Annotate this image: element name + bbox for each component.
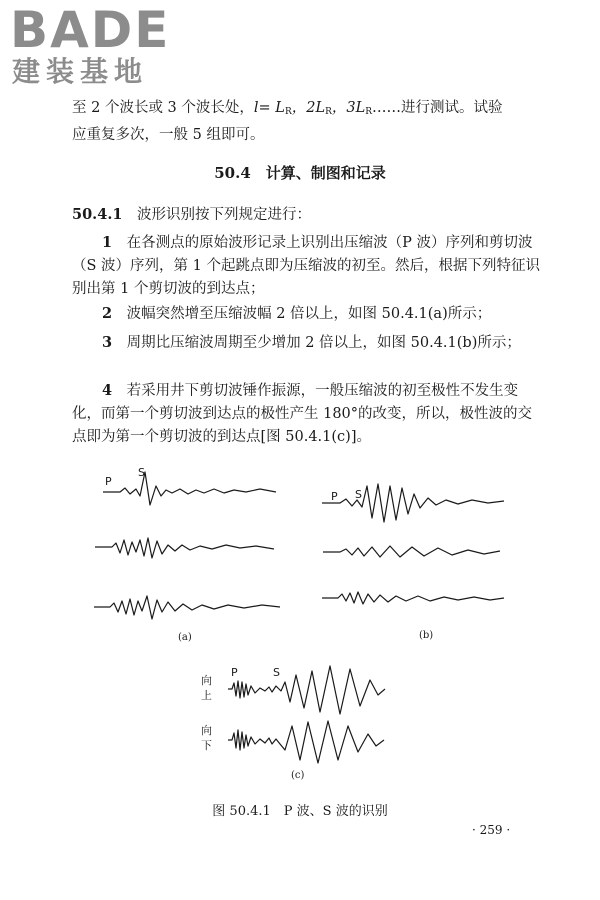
item-text: 周期比压缩波周期至少增加 2 倍以上，如图 50.4.1(b)所示； <box>126 335 521 351</box>
page-number: · 259 · <box>472 823 511 837</box>
waveform-a2 <box>95 538 274 558</box>
formula-subscript: R <box>284 107 292 117</box>
formula-2l-r: ，2L <box>291 100 326 116</box>
item-number: 2 <box>102 305 113 322</box>
up-label-1: 向 <box>201 674 212 687</box>
item-text: 若采用井下剪切波锤作振源，一般压缩波的初至极性不发生变化，而第一个剪切波到达点的极性产生 180°的改变，所以，极性波的交点即为第一个剪切波的到达点[图 50.4.1(c)]。 <box>72 383 533 445</box>
p-label-a: P <box>105 475 112 488</box>
item-number: 3 <box>102 334 113 351</box>
item-text: 在各测点的原始波形记录上识别出压缩波（P 波）序列和剪切波（S 波）序列，第 1 个起跳点即为压缩波的初至。然后，根据下列特征识别出第 1 个剪切波的到达点； <box>72 235 540 297</box>
item-text: 波幅突然增至压缩波幅 2 倍以上，如图 50.4.1(a)所示； <box>126 306 492 322</box>
clause-number: 50.4.1 <box>72 206 123 223</box>
formula-subscript: R <box>365 107 372 117</box>
p-label-b: P <box>331 490 338 503</box>
up-label-2: 上 <box>201 689 212 702</box>
item-number: 4 <box>102 382 113 399</box>
section-title: 50.4 计算、制图和记录 <box>214 164 386 182</box>
formula-l-r: L <box>275 100 285 116</box>
item-number: 1 <box>102 234 113 251</box>
waveform-a3 <box>94 596 280 619</box>
logo-wordmark: BADE <box>10 1 171 59</box>
p-label-c: P <box>231 666 238 679</box>
subfigure-c-label: (c) <box>291 770 305 781</box>
waveform-b1 <box>322 484 504 522</box>
down-label-2: 下 <box>201 739 212 752</box>
waveform-b2 <box>323 546 500 557</box>
figure-caption: 图 50.4.1 P 波、S 波的识别 <box>212 804 388 819</box>
waveform-c1 <box>228 666 385 714</box>
logo-subtitle: 建装基地 <box>12 55 149 88</box>
intro-text-line2: 应重复多次，一般 5 组即可。 <box>72 127 265 143</box>
waveform-a1 <box>103 472 276 505</box>
waveform-c2 <box>228 721 384 763</box>
formula-l: l <box>253 100 259 116</box>
subfigure-a-label: (a) <box>178 632 192 643</box>
subfigure-b-label: (b) <box>419 630 434 641</box>
down-label-1: 向 <box>201 724 212 737</box>
intro-text-prefix: 至 2 个波长或 3 个波长处， <box>72 100 254 116</box>
formula-subscript: R <box>325 107 332 117</box>
s-label-c: S <box>273 666 280 679</box>
formula-3l-r: ，3L <box>331 100 366 116</box>
formula-equals: = <box>258 100 271 116</box>
intro-text-suffix: ……进行测试。试验 <box>372 100 503 116</box>
waveform-b3 <box>322 592 504 604</box>
s-label-b: S <box>355 488 362 501</box>
s-label-a: S <box>138 466 145 479</box>
clause-text: 波形识别按下列规定进行： <box>136 207 311 223</box>
